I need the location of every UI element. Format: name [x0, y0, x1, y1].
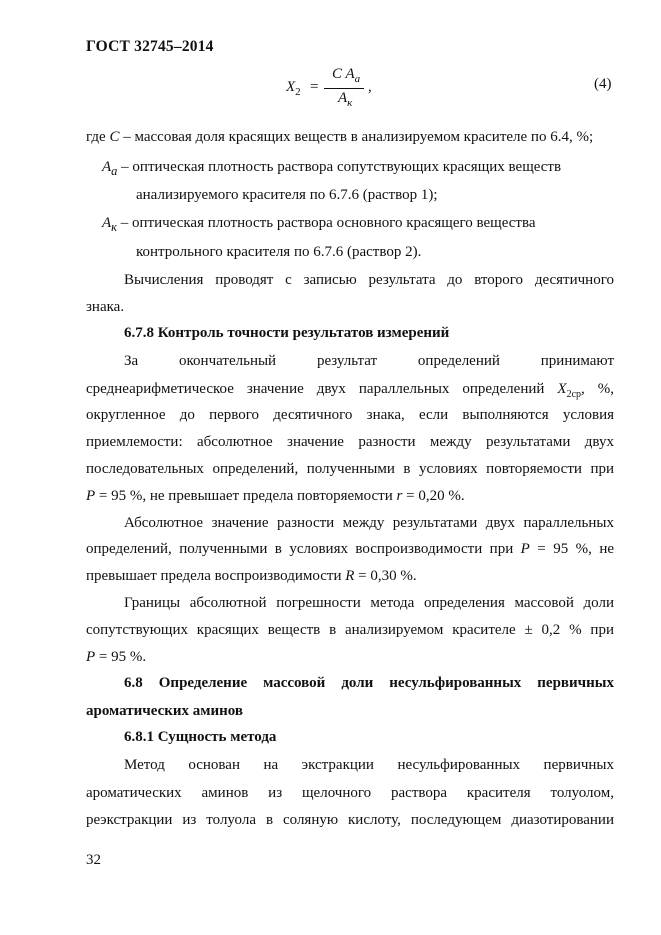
p1-line-2 — [86, 380, 614, 404]
s681-line-2: ароматических аминов из щелочного раствора красителя толуолом, — [86, 785, 614, 801]
formula-comma: , — [368, 79, 372, 95]
formula-lhs-var: X — [286, 79, 296, 95]
p2-line-1: Абсолютное значение разности между результатами двух параллельных — [124, 515, 614, 531]
formula-equals: = — [310, 79, 319, 95]
page-number: 32 — [86, 852, 101, 868]
equation-number: (4) — [594, 76, 612, 92]
definition-c-text: – массовая доля красящих веществ в анализируемом красителе по 6.4, %; — [119, 129, 594, 145]
fraction-bar — [324, 88, 364, 89]
s681-line-3: реэкстракции из толуола в соляную кислоту, последующем диазотировании — [86, 812, 614, 828]
var-p: P — [86, 649, 96, 665]
var-c: C — [109, 129, 120, 145]
var-ak-letter: A — [102, 215, 112, 231]
var-ak-sub: к — [111, 220, 118, 234]
section-681-title: 6.8.1 Сущность метода — [124, 729, 277, 745]
definition-intro: где — [86, 129, 110, 145]
p2-line-2-text: определений, полученными в условиях воспроизводимости при — [86, 541, 521, 557]
var-r-small: r — [396, 488, 403, 504]
s681-line-1: Метод основан на экстракции несульфированных первичных — [124, 757, 614, 773]
p2-line-2-tail: = 95 %, не — [529, 541, 615, 557]
p1-line-1: За окончательный результат определений принимают — [124, 353, 614, 369]
var-p: P — [520, 541, 530, 557]
standard-header: ГОСТ 32745–2014 — [86, 38, 214, 55]
p2-line-3-tail: = 0,30 %. — [354, 568, 417, 584]
var-ak — [102, 215, 118, 234]
formula-lhs-sub: 2 — [295, 86, 301, 98]
formula-lhs — [286, 79, 301, 98]
p3-line-3 — [86, 648, 614, 666]
p3-line-2: сопутствующих красящих веществ в анализируемом красителе ± 0,2 % при — [86, 622, 614, 638]
formula-numerator-text: C A — [332, 66, 355, 82]
var-r-big: R — [345, 568, 355, 584]
calc-note-line-2: знака. — [86, 299, 125, 315]
var-p: P — [86, 488, 96, 504]
formula-denominator-sub: к — [347, 97, 353, 109]
formula-numerator-sub: a — [354, 73, 361, 85]
definition-ak-text-1: – оптическая плотность раствора основного красящего вещества — [117, 215, 536, 231]
section-68-title-line-2: ароматических аминов — [86, 703, 244, 719]
var-x2sr-letter: X — [557, 381, 567, 397]
formula-denominator-text: A — [338, 90, 348, 106]
p2-line-3 — [86, 567, 614, 585]
var-x2sr-sub: 2ср — [566, 389, 582, 400]
definition-c — [86, 128, 614, 146]
p1-line-5: последовательных определений, полученными в условиях повторяемости при — [86, 461, 614, 477]
p1-line-4: приемлемости: абсолютное значение разности между результатами двух — [86, 434, 614, 450]
p3-line-1: Границы абсолютной погрешности метода определения массовой доли — [124, 595, 614, 611]
var-x2sr — [557, 381, 582, 400]
var-aa-sub: a — [111, 164, 118, 178]
definition-aa-cont: анализируемого красителя по 6.7.6 (раствор 1); — [136, 187, 438, 203]
p1-line-6-tail: = 0,20 %. — [402, 488, 465, 504]
definition-ak — [102, 214, 630, 236]
formula-numerator — [332, 66, 360, 85]
calc-note-line-1: Вычисления проводят с записью результата до второго десятичного — [124, 272, 614, 288]
formula-denominator — [338, 90, 352, 109]
section-68-title-line-1: 6.8 Определение массовой доли несульфированных первичных — [124, 675, 614, 691]
p1-line-2-tail: , %, — [581, 381, 614, 397]
p1-line-6 — [86, 487, 614, 505]
p1-line-6-text: = 95 %, не превышает предела повторяемости — [95, 488, 397, 504]
p2-line-2 — [86, 540, 614, 558]
p2-line-3-text: превышает предела воспроизводимости — [86, 568, 346, 584]
formula-4 — [286, 62, 406, 112]
section-678-title: 6.7.8 Контроль точности результатов измерений — [124, 325, 450, 341]
var-aa — [102, 159, 118, 178]
var-aa-letter: A — [102, 159, 112, 175]
p1-line-2-text: среднеарифметическое значение двух параллельных определений — [86, 381, 558, 397]
definition-ak-cont: контрольного красителя по 6.7.6 (раствор 2). — [136, 244, 422, 260]
p3-line-3-tail: = 95 %. — [95, 649, 147, 665]
definition-aa-text-1: – оптическая плотность раствора сопутствующих красящих веществ — [117, 159, 562, 175]
p1-line-3: округленное до первого десятичного знака, если выполняются условия — [86, 407, 614, 423]
definition-aa — [102, 158, 630, 180]
